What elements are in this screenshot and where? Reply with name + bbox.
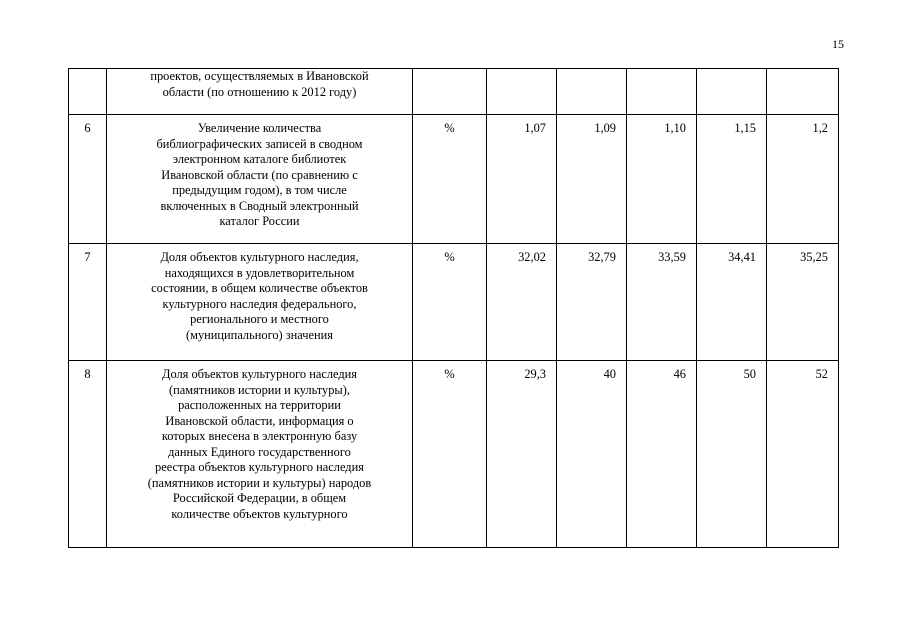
indicator-name-line: данных Единого государственного	[168, 444, 351, 459]
row-number-cell: 8	[69, 361, 107, 548]
value-cell: 1,10	[627, 115, 697, 244]
indicator-name-cell	[107, 244, 413, 361]
value-cell: 40	[557, 361, 627, 548]
value-cell	[557, 69, 627, 115]
indicator-name-line: регионального и местного	[190, 312, 329, 326]
table-row	[69, 244, 839, 361]
table-row	[69, 115, 839, 244]
indicator-name-line: каталог России	[219, 214, 300, 228]
value-cell	[627, 69, 697, 115]
table-row	[69, 69, 839, 115]
row-number-cell	[69, 69, 107, 115]
value-cell: 1,07	[487, 115, 557, 244]
indicator-name-line: предыдущим годом), в том числе	[172, 183, 347, 197]
value-cell: 32,79	[557, 244, 627, 361]
indicator-name-line: Увеличение количества	[197, 121, 322, 135]
indicator-name-line: количестве объектов культурного	[171, 506, 348, 521]
indicator-name-line: культурного наследия федерального,	[162, 296, 357, 311]
value-cell: 1,2	[767, 115, 839, 244]
value-cell	[767, 69, 839, 115]
row-number-cell: 7	[69, 244, 107, 361]
unit-cell: %	[413, 244, 487, 361]
indicator-name-line: электронном каталоге библиотек	[172, 152, 347, 166]
indicator-name-line: Российской Федерации, в общем	[172, 491, 347, 505]
value-cell: 1,09	[557, 115, 627, 244]
page-number: 15	[832, 37, 844, 51]
indicator-name-line: библиографических записей в сводном	[156, 136, 363, 151]
indicator-name-line: (муниципального) значения	[186, 327, 333, 342]
indicator-name-line: расположенных на территории	[178, 398, 341, 412]
table-row	[69, 361, 839, 548]
indicator-name-line: реестра объектов культурного наследия	[155, 460, 364, 474]
value-cell	[697, 69, 767, 115]
unit-cell: %	[413, 115, 487, 244]
value-cell: 46	[627, 361, 697, 548]
indicator-name-cell	[107, 361, 413, 548]
indicator-name-line: (памятников истории и культуры) народов	[147, 475, 372, 490]
unit-cell	[413, 69, 487, 115]
indicator-name-line: Доля объектов культурного наследия,	[160, 250, 359, 264]
unit-cell: %	[413, 361, 487, 548]
indicator-name-line: находящихся в удовлетворительном	[164, 265, 355, 280]
value-cell: 35,25	[767, 244, 839, 361]
indicator-name-line: Ивановской области, информация о	[165, 413, 354, 428]
indicator-name-line: которых внесена в электронную базу	[161, 429, 358, 443]
row-number-cell: 6	[69, 115, 107, 244]
indicators-table	[68, 68, 839, 548]
indicator-name-line: включенных в Сводный электронный	[160, 198, 359, 213]
value-cell: 52	[767, 361, 839, 548]
indicator-name-line: (памятников истории и культуры),	[169, 382, 350, 397]
value-cell	[487, 69, 557, 115]
value-cell: 34,41	[697, 244, 767, 361]
value-cell: 1,15	[697, 115, 767, 244]
value-cell: 50	[697, 361, 767, 548]
indicator-name-line: Доля объектов культурного наследия	[162, 367, 357, 381]
indicator-name-line: проектов, осуществляемых в Ивановской	[150, 69, 369, 83]
indicator-name-cell	[107, 115, 413, 244]
indicator-name-line: области (по отношению к 2012 году)	[162, 84, 357, 99]
indicator-name-line: Ивановской области (по сравнению с	[161, 167, 358, 182]
value-cell: 33,59	[627, 244, 697, 361]
value-cell: 29,3	[487, 361, 557, 548]
indicator-name-cell	[107, 69, 413, 115]
indicator-name-line: состоянии, в общем количестве объектов	[151, 281, 368, 295]
value-cell: 32,02	[487, 244, 557, 361]
